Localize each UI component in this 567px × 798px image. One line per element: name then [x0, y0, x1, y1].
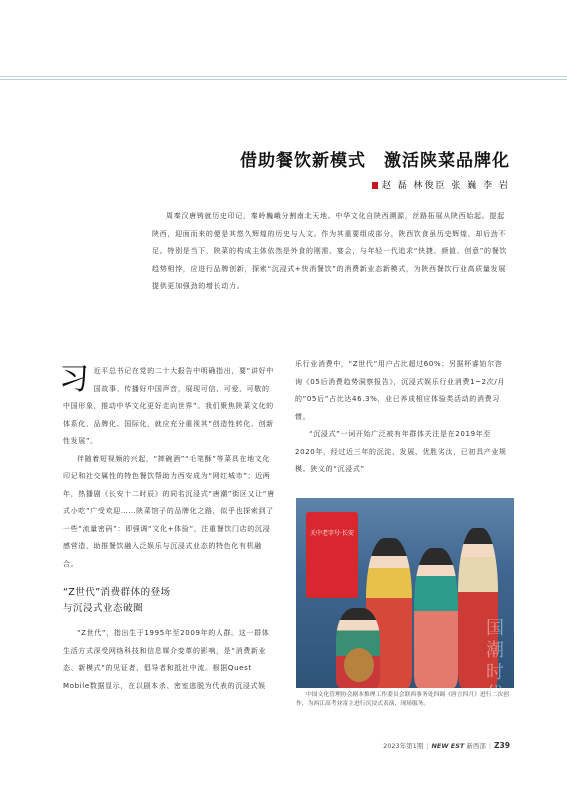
body-paragraph: “沉浸式”一词开始广泛被有年群体关注是在2019年至2020年，经过近三年的沉淀、发展、优胜劣汰，已初具产业规模。狭义的“沉浸式” — [295, 430, 507, 473]
page-number: Z39 — [494, 741, 510, 750]
magazine-brand-cn: 新西部 — [466, 742, 486, 750]
body-column-left — [59, 362, 277, 695]
header-rule — [0, 76, 567, 77]
magazine-brand: NEW EST — [431, 742, 465, 750]
article-authors — [372, 178, 510, 191]
author-names: 赵 磊 林俊臣 张 巍 李 岩 — [381, 181, 510, 191]
lute-instrument — [344, 648, 374, 682]
photo-caption: 中国文化管理协会剧本推理工作委员会联西事务处四调《唐言四月》进行二次创作，为西江高考业寄主进行沉浸式表演、现场服务。 — [296, 692, 509, 707]
section-heading-line-1: “Z世代”消费群体的登场 — [63, 587, 171, 598]
body-paragraph: “Z世代”，指出生于1995年至2009年的人群。这一群体生活方式深受网络科技和信息媒介变革的影响，是“消费新业态、新模式”的见证者、倡导者和抵社中流。根据Quest Mobile数据显示，在以剧本杀、密室逃脱为代表的沉浸式娱 — [63, 629, 270, 690]
article-abstract: 周秦汉唐铸就历史印记，秦岭巍峨分割南北天地。中华文化自陕西溯源，丝路拓展从陕西始起。提起陕西，迎面而来的便是其悠久辉煌的历史与人文。作为其重要组成部分，陕西饮食虽历史辉煌，却后劲不足。特别是当下，陕菜的构成主体依然是外食的刚需、宴会，与年轻一代追求“快捷、颜值、创意”的餐饮趋势相悖，应进行品牌创新，探索“沉浸式+快消餐饮”的消费新业态新模式，为陕西餐饮行业高质量发展提供更加强劲的增长动力。 — [152, 212, 508, 290]
section-heading — [63, 585, 277, 617]
drop-cap: 习 — [59, 362, 90, 397]
restaurant-sign — [306, 512, 358, 598]
backdrop-text: 国 潮 时 代 — [486, 618, 504, 705]
article-title: 借助餐饮新模式 激活陕菜品牌化 — [240, 151, 510, 171]
header-rule-secondary — [0, 79, 567, 80]
body-paragraph: 乐行业消费中，“Z世代”用户占比超过60%；另据杯睿铂尔咨询《05后消费趋势洞察报告》，沉浸式娱乐行业消费1~2次/月的“05后”占比达46.3%，业已养成相应体验类活动的消费习惯。 — [295, 360, 506, 421]
page-footer: 2023年第1期 | NEW EST 新西部 | Z39 — [383, 741, 510, 750]
performer-figure — [414, 548, 458, 688]
body-column-right — [295, 356, 509, 479]
section-heading-line-2: 与沉浸式业态破圈 — [63, 603, 144, 614]
author-marker-icon — [372, 182, 378, 189]
body-paragraph: 伴随着短视频的兴起，“摔碗酒”“毛笔酥”等菜具在地文化印记和社交属性的特色餐饮帮助力西安成为“网红城市”；近两年，热播剧《长安十二时辰》的同名沉浸式“唐潮”街区又让“唐式小吃”广受欢迎……陕菜馆子的品牌化之路，似乎也探索到了一些“流量密码”：即强调“文化+体验”，注重餐饮门店的沉浸感营造，助推餐饮融入泛娱乐与沉浸式业态的特色化有机融合。 — [63, 454, 275, 568]
issue-label: 2023年第1期 — [383, 742, 424, 750]
restaurant-sign-text: 关中老字号·长安 — [310, 530, 354, 537]
paragraph-text: 近平总书记在党的二十大报告中明确指出，要“讲好中国故事、传播好中国声音，展现可信、可爱、可敬的中国形象，推动中华文化更好走向世界”。我们聚焦陕菜文化的体系化、品牌化、国际化，就应充分重视其“创造性转化、创新性发展”。 — [63, 367, 274, 445]
body-paragraph — [59, 362, 277, 451]
